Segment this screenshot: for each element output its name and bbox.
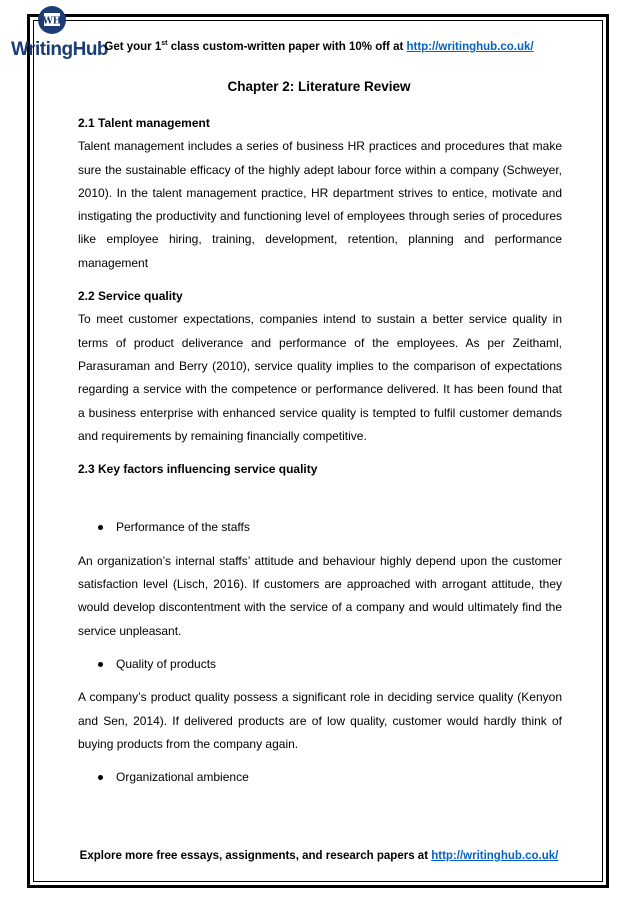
header-banner xyxy=(0,40,638,53)
bullet-item xyxy=(78,653,562,676)
chapter-title: Chapter 2: Literature Review xyxy=(227,79,411,94)
bullet-text: Performance of the staffs xyxy=(116,520,250,535)
logo-word-hub: Hub xyxy=(72,39,109,60)
paragraph-product-quality: A company’s product quality possess a significant role in deciding service quality (Kenyon and Sen, 2014). If delivered products are of low quality, customer would hardly think of buying products from the company again. xyxy=(78,690,562,751)
header-banner-prefix: Get your 1 xyxy=(104,40,162,53)
bullet-dot-icon xyxy=(98,775,103,780)
footer-banner-text: Explore more free essays, assignments, and research papers at xyxy=(79,850,432,862)
section-heading-2-2: 2.2 Service quality xyxy=(78,289,183,304)
bullet-dot-icon xyxy=(98,525,103,530)
header-banner-middle: class custom-written paper with 10% off at xyxy=(167,40,407,53)
bullet-item xyxy=(78,516,562,539)
logo-word-writing: Writing xyxy=(11,39,73,60)
section-heading-2-1: 2.1 Talent management xyxy=(78,116,210,130)
logo-badge-text: WH xyxy=(42,16,62,27)
header-link[interactable]: http://writinghub.co.uk/ xyxy=(406,40,534,53)
section-body-2-1: Talent management includes a series of business HR practices and procedures that make sure the sustainable efficacy of the highly adept labour force within a company (Schweyer, 2010). In the talent management practice, HR department strives to entice, motivate and instigating the productivity and functioning level of employees through series of procedures like employee hiring, training, development, retention, planning and performance management xyxy=(78,139,562,270)
bullet-text: Quality of products xyxy=(116,656,217,671)
bullet-dot-icon xyxy=(98,662,103,667)
document-body xyxy=(78,112,562,789)
logo-badge-icon xyxy=(37,5,67,35)
header-banner-sup: st xyxy=(161,40,168,47)
footer-banner xyxy=(0,850,638,862)
section-heading-2-3: 2.3 Key factors influencing service quality xyxy=(78,462,318,477)
paragraph-staff-performance: An organization’s internal staffs’ attitude and behaviour highly depend upon the customer satisfaction level (Lisch, 2016). If customers are approached with arrogant attitude, they would develop discontentment with the service of a company and would ultimately find the service unpleasant. xyxy=(78,553,562,638)
bullet-text: Organizational ambience xyxy=(116,770,249,785)
footer-link[interactable]: http://writinghub.co.uk/ xyxy=(431,850,559,862)
section-body-2-2: To meet customer expectations, companies intend to sustain a better service quality in terms of product deliverance and performance of the employees. As per Zeithaml, Parasuraman and Berry (2010), service quality implies to the comparison of expectations regarding a service with the competence or performance delivered. It has been found that a business enterprise with enhanced service quality is tempted to fulfil customer demands and requirements by remaining financially competitive. xyxy=(78,312,562,443)
bullet-item xyxy=(78,766,562,789)
writinghub-logo[interactable] xyxy=(11,5,107,65)
